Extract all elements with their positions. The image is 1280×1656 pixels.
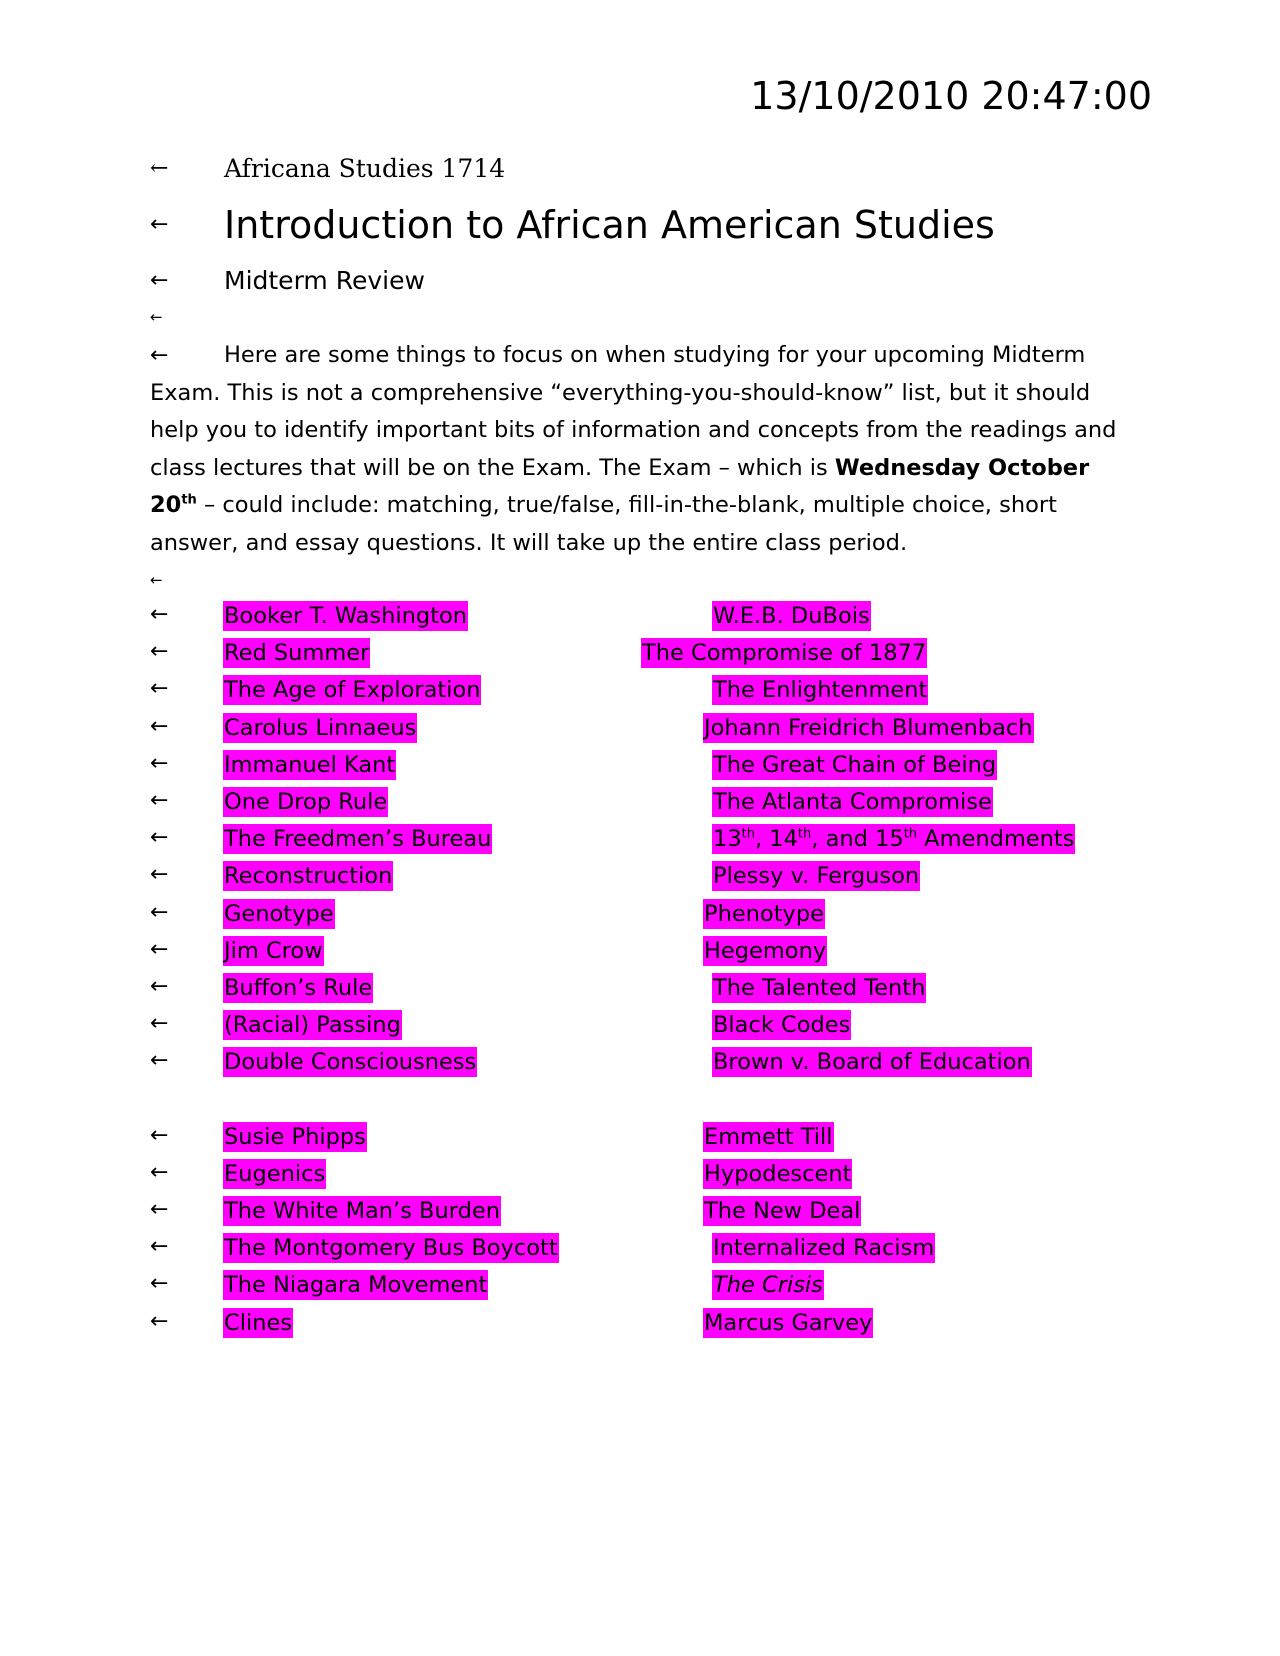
term-right: Brown v. Board of Education xyxy=(713,1049,1031,1076)
term-left: Susie Phipps xyxy=(224,1123,366,1150)
course-name: Africana Studies 1714 xyxy=(224,154,506,183)
term-left: Immanuel Kant xyxy=(224,751,396,778)
term-text-part: Amendments xyxy=(917,826,1075,853)
term-row xyxy=(150,1304,1130,1341)
term-row xyxy=(150,895,1130,932)
paragraph-arrow-icon: ← xyxy=(150,899,169,925)
term-right: The Talented Tenth xyxy=(713,974,926,1001)
term-row xyxy=(150,746,1130,783)
term-left: The Freedmen’s Bureau xyxy=(224,826,492,853)
paragraph-arrow-icon: ← xyxy=(150,1159,169,1185)
paragraph-arrow-icon: ← xyxy=(150,1011,169,1037)
term-left: Red Summer xyxy=(224,640,370,667)
term-left: Jim Crow xyxy=(224,937,323,964)
term-row xyxy=(150,1043,1130,1080)
term-left: Booker T. Washington xyxy=(224,603,468,629)
term-row xyxy=(150,1118,1130,1155)
term-row xyxy=(150,1266,1130,1303)
term-row xyxy=(150,1155,1130,1192)
paragraph-arrow-icon: ← xyxy=(150,825,169,851)
term-right xyxy=(712,824,1075,854)
term-text-part: , and 15 xyxy=(811,826,904,853)
term-left: Clines xyxy=(224,1309,293,1336)
paragraph-arrow-icon: ← xyxy=(150,1122,169,1148)
paragraph-arrow-icon: ← xyxy=(150,750,169,776)
term-right: Plessy v. Ferguson xyxy=(713,863,920,890)
paragraph-arrow-icon: ← xyxy=(150,1197,169,1222)
term-left: Buffon’s Rule xyxy=(224,974,373,1001)
term-right xyxy=(712,1270,824,1300)
term-row xyxy=(150,709,1130,746)
term-right: Internalized Racism xyxy=(713,1235,935,1262)
paragraph-arrow-icon: ← xyxy=(150,308,163,326)
ordinal-suffix: th xyxy=(797,826,812,842)
paragraph-arrow-icon: ← xyxy=(150,212,169,237)
exam-date-text: Wednesday October 20 xyxy=(150,454,1090,518)
term-right: The New Deal xyxy=(704,1198,861,1224)
term-right: The Great Chain of Being xyxy=(713,751,997,778)
term-right: Phenotype xyxy=(704,900,824,927)
term-right: The Compromise of 1877 xyxy=(642,640,927,667)
term-left: Reconstruction xyxy=(224,863,393,890)
term-row xyxy=(150,820,1130,857)
term-left: Genotype xyxy=(224,900,334,927)
term-row xyxy=(150,634,1130,671)
term-text-part: , 14 xyxy=(754,826,798,853)
paragraph-arrow-icon: ← xyxy=(150,268,169,293)
term-right: Hegemony xyxy=(704,937,827,964)
intro-paragraph xyxy=(150,337,1130,562)
document-timestamp: 13/10/2010 20:47:00 xyxy=(750,74,1152,118)
term-text-part: 13 xyxy=(713,826,742,853)
term-row xyxy=(150,671,1130,708)
term-row xyxy=(150,1229,1130,1266)
paragraph-arrow-icon: ← xyxy=(150,1308,169,1334)
ordinal-suffix: th xyxy=(741,826,755,842)
term-right: Hypodescent xyxy=(704,1160,852,1187)
term-row xyxy=(150,597,1130,634)
term-right: Black Codes xyxy=(713,1012,851,1039)
ordinal-suffix: th xyxy=(903,826,918,842)
term-left: The Niagara Movement xyxy=(224,1272,488,1299)
paragraph-arrow-icon: ← xyxy=(150,1271,169,1297)
term-right: The Enlightenment xyxy=(713,677,928,704)
paragraph-arrow-icon: ← xyxy=(150,676,169,702)
term-row xyxy=(150,857,1130,894)
paragraph-arrow-icon: ← xyxy=(150,862,169,888)
paragraph-arrow-icon: ← xyxy=(150,936,169,962)
term-left: Carolus Linnaeus xyxy=(224,714,417,741)
intro-text-part1: Here are some things to focus on when studying for your upcoming Midterm Exam. This is not a comprehensive “everything-you-should-know” list, but it should help you to identify important bits of information and concepts from the readings and class lectures that will be on the Exam. The Exam – which is xyxy=(150,342,1117,481)
paragraph-arrow-icon: ← xyxy=(150,1048,169,1074)
term-left: The Age of Exploration xyxy=(224,677,481,704)
paragraph-arrow-icon: ← xyxy=(150,156,169,181)
document-subtitle: Midterm Review xyxy=(224,266,425,295)
paragraph-arrow-icon: ← xyxy=(150,1234,169,1260)
intro-text-part2: – could include: matching, true/false, fill-in-the-blank, multiple choice, short answer, and essay questions. It will take up the entire class period. xyxy=(150,492,1057,556)
paragraph-arrow-icon: ← xyxy=(150,602,169,627)
term-row xyxy=(150,969,1130,1006)
term-left: (Racial) Passing xyxy=(224,1012,401,1039)
term-right: Emmett Till xyxy=(704,1123,833,1150)
term-row xyxy=(150,932,1130,969)
term-left: One Drop Rule xyxy=(224,788,388,815)
term-right-italic: The Crisis xyxy=(713,1272,823,1299)
paragraph-arrow-icon: ← xyxy=(150,973,169,999)
term-left: Double Consciousness xyxy=(224,1049,477,1076)
paragraph-arrow-icon: ← xyxy=(150,639,169,665)
paragraph-arrow-icon: ← xyxy=(150,571,163,589)
term-row xyxy=(150,1192,1130,1229)
paragraph-arrow-icon: ← xyxy=(150,343,169,368)
term-right: The Atlanta Compromise xyxy=(713,788,992,815)
review-terms-list xyxy=(150,597,1130,1341)
term-right: Marcus Garvey xyxy=(704,1309,873,1336)
document-title: Introduction to African American Studies xyxy=(224,203,995,247)
exam-date-ordinal: th xyxy=(181,492,197,508)
term-left: Eugenics xyxy=(224,1160,326,1187)
term-left: The White Man’s Burden xyxy=(224,1198,500,1224)
term-right: W.E.B. DuBois xyxy=(713,603,870,629)
paragraph-arrow-icon: ← xyxy=(150,787,169,813)
term-right: Johann Freidrich Blumenbach xyxy=(704,714,1033,741)
term-left: The Montgomery Bus Boycott xyxy=(224,1235,558,1262)
term-row xyxy=(150,1006,1130,1043)
list-spacer xyxy=(150,1080,1130,1117)
term-row xyxy=(150,783,1130,820)
paragraph-arrow-icon: ← xyxy=(150,713,169,739)
